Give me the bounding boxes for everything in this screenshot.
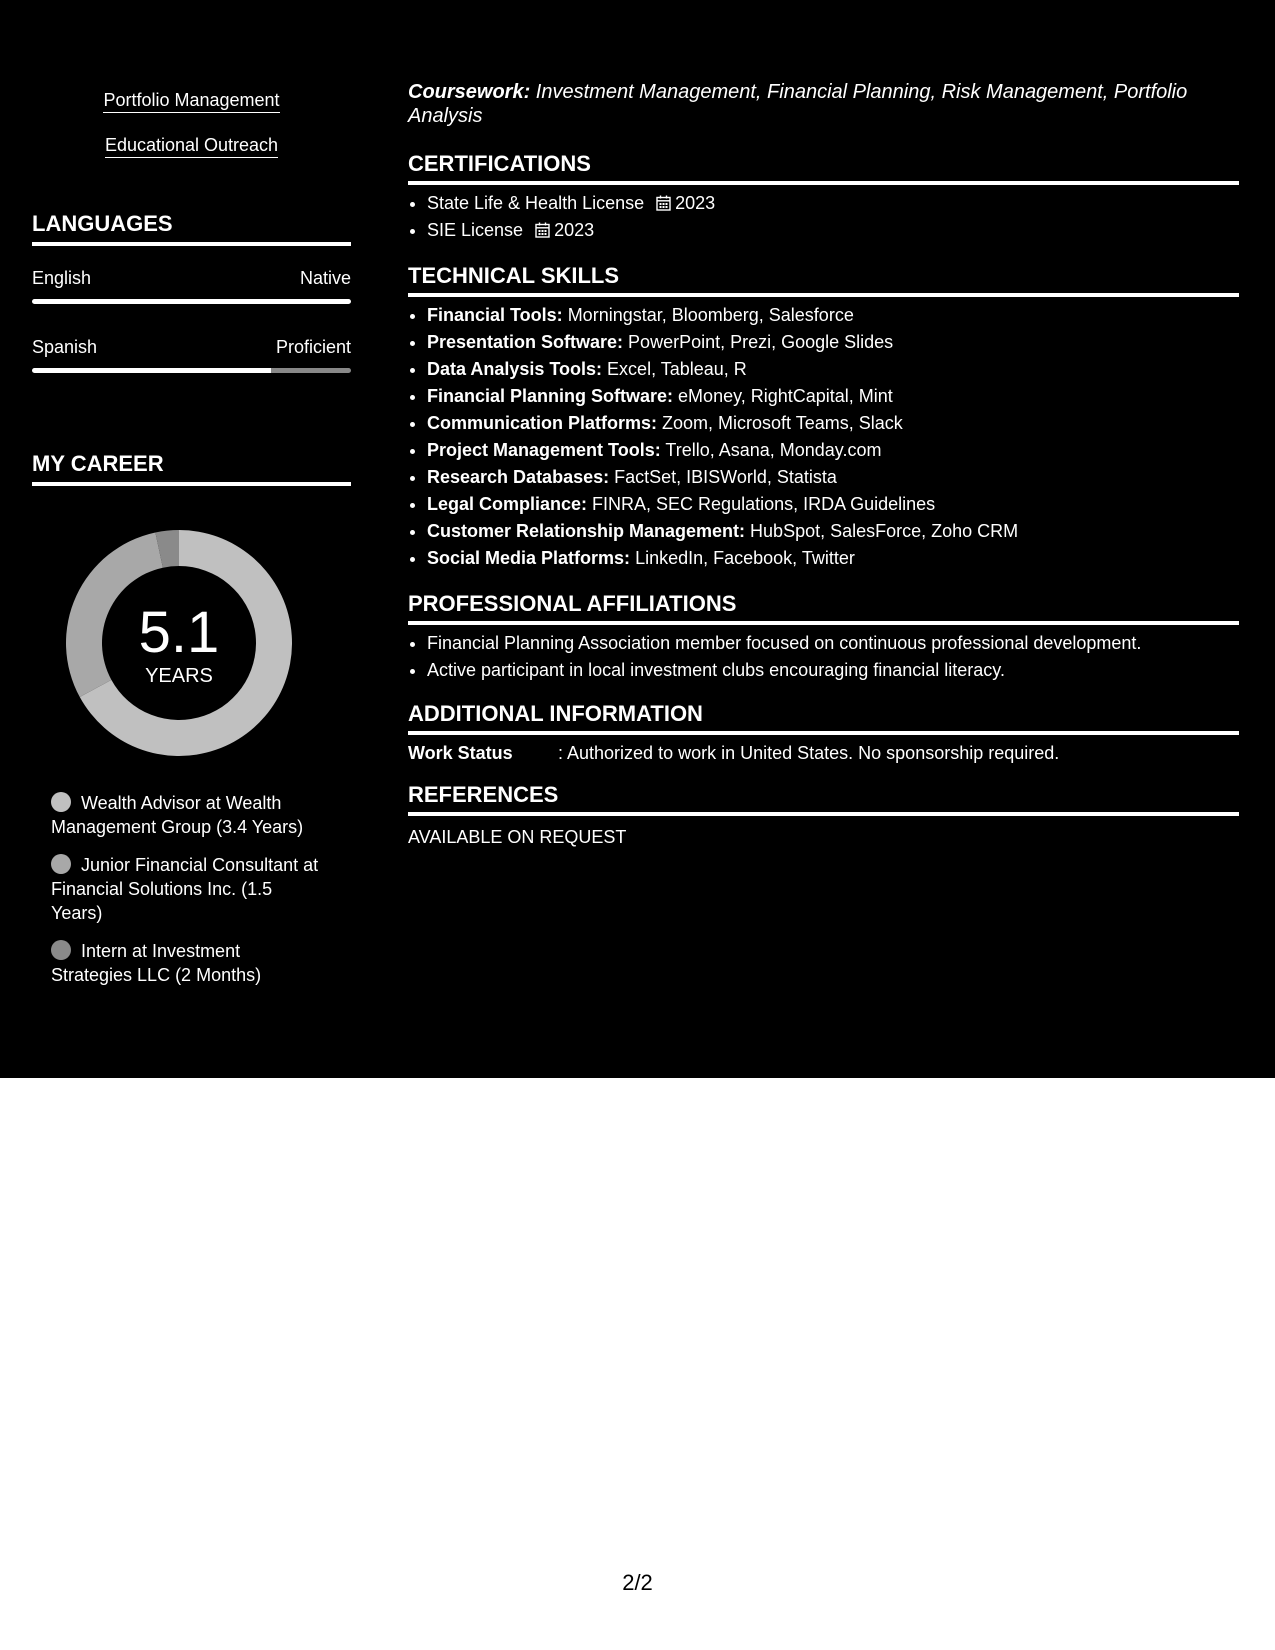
career-total-value: 5.1 (138, 600, 220, 665)
references-text: AVAILABLE ON REQUEST (408, 827, 627, 847)
certification-item: • SIE License 2023 (427, 217, 1239, 244)
language-row (32, 335, 351, 359)
affiliation-item: • Active participant in local investment clubs encouraging financial literacy. (427, 657, 1239, 684)
certifications-list (408, 190, 1239, 244)
certifications-heading: CERTIFICATIONS (408, 150, 1239, 185)
language-proficiency-bar (32, 368, 351, 373)
skill-item: • Presentation Software: PowerPoint, Prezi, Google Slides (427, 329, 1239, 356)
skill-item: • Financial Planning Software: eMoney, RightCapital, Mint (427, 383, 1239, 410)
coursework-label: Coursework: (408, 81, 531, 103)
certification-date: 2023 (656, 193, 715, 213)
interest-item: Portfolio Management (32, 88, 351, 112)
skill-item: • Social Media Platforms: LinkedIn, Facebook, Twitter (427, 545, 1239, 572)
legend-dot-icon (51, 940, 71, 960)
language-row (32, 266, 351, 290)
calendar-icon (535, 222, 550, 238)
career-legend-item: Intern at Investment Strategies LLC (2 Months) (51, 941, 262, 985)
calendar-icon (656, 195, 671, 211)
skill-item: • Research Databases: FactSet, IBISWorld, Statista (427, 464, 1239, 491)
additional-info-heading: ADDITIONAL INFORMATION (408, 700, 1239, 735)
skill-item: • Project Management Tools: Trello, Asana, Monday.com (427, 437, 1239, 464)
language-proficiency-bar (32, 299, 351, 304)
coursework-text: Investment Management, Financial Planning, Risk Management, Portfolio Analysis (408, 81, 1188, 127)
affiliations-heading: PROFESSIONAL AFFILIATIONS (408, 590, 1239, 625)
work-status-value: : Authorized to work in United States. No sponsorship required. (558, 743, 1060, 763)
skill-item: • Data Analysis Tools: Excel, Tableau, R (427, 356, 1239, 383)
donut-center (66, 530, 292, 756)
skill-item: • Customer Relationship Management: HubSpot, SalesForce, Zoho CRM (427, 518, 1239, 545)
certification-item: • State Life & Health License 2023 (427, 190, 1239, 217)
career-donut-chart (66, 530, 292, 756)
references-heading: REFERENCES (408, 781, 1239, 816)
legend-dot-icon (51, 854, 71, 874)
work-status-row (408, 741, 1239, 765)
affiliations-list (408, 630, 1239, 684)
skill-item: • Legal Compliance: FINRA, SEC Regulations, IRDA Guidelines (427, 491, 1239, 518)
language-level: Native (299, 268, 351, 288)
skill-item: • Communication Platforms: Zoom, Microsoft Teams, Slack (427, 410, 1239, 437)
coursework (408, 80, 1239, 128)
career-legend-item: Junior Financial Consultant at Financial Solutions Inc. (1.5 Years) (51, 855, 319, 923)
language-name: English (32, 268, 92, 288)
career-total-unit: YEARS (145, 665, 213, 687)
legend-dot-icon (51, 792, 71, 812)
certification-date: 2023 (535, 220, 594, 240)
skill-item: • Financial Tools: Morningstar, Bloomberg, Salesforce (427, 302, 1239, 329)
language-level: Proficient (275, 337, 351, 357)
affiliation-item: • Financial Planning Association member focused on continuous professional development. (427, 630, 1239, 657)
language-proficiency-fill (32, 299, 351, 304)
languages-heading: LANGUAGES (32, 210, 351, 246)
page-number: 2/2 (622, 1570, 653, 1595)
career-legend-item: Wealth Advisor at Wealth Management Group (3.4 Years) (51, 793, 304, 837)
language-proficiency-fill (32, 368, 271, 373)
work-status-label: Work Status (408, 743, 513, 763)
technical-skills-heading: TECHNICAL SKILLS (408, 262, 1239, 297)
career-heading: MY CAREER (32, 450, 351, 486)
language-name: Spanish (32, 337, 98, 357)
interest-item: Educational Outreach (32, 133, 351, 157)
skills-list (408, 302, 1239, 572)
